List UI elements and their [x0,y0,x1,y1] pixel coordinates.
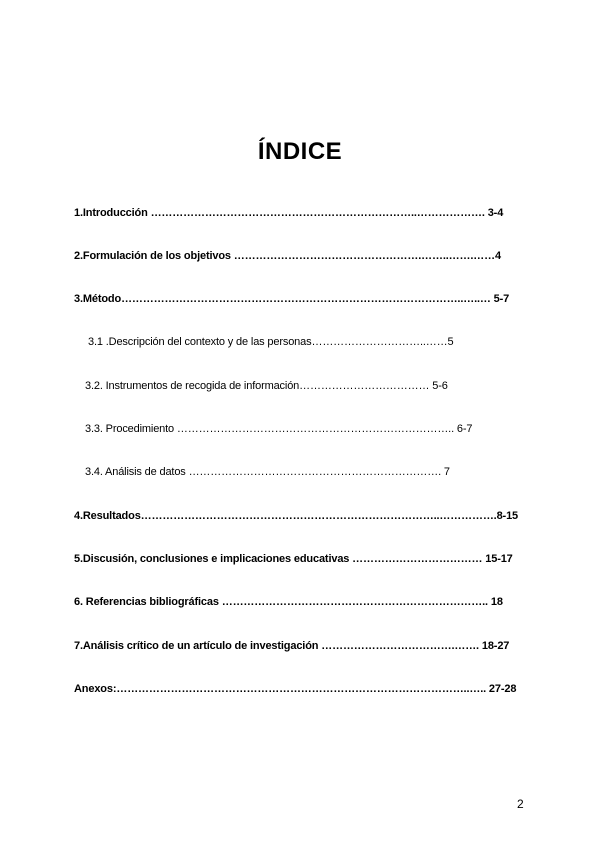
toc-subentry-descripcion-contexto: 3.1 .Descripción del contexto y de las personas…………………………..……5 [88,336,454,348]
toc-entry-discusion: 5.Discusión, conclusiones e implicaciones educativas ……………………………… 15-17 [74,553,513,565]
toc-entry-analisis-critico: 7.Análisis crítico de un artículo de investigación ……………………………….……. 18-27 [74,640,510,652]
toc-entry-metodo: 3.Método…………………………………………………………………………………..…..… 5-7 [74,293,510,305]
toc-subentry-instrumentos: 3.2. Instrumentos de recogida de información……………………………… 5-6 [85,380,448,392]
toc-entry-referencias: 6. Referencias bibliográficas ……………………………………………………………….. 18 [74,596,503,608]
page-number: 2 [517,797,524,811]
toc-entry-introduccion: 1.Introducción ………………………………………………………………..………………. 3-4 [74,207,504,219]
toc-entry-anexos: Anexos:……………………………………………………………………………………..….. 27-28 [74,683,517,695]
toc-entry-formulacion-objetivos: 2.Formulación de los objetivos …………………………………………….……..…….……4 [74,250,501,262]
toc-subentry-analisis-datos: 3.4. Análisis de datos ……………………………………………………………. 7 [85,466,450,478]
index-title: ÍNDICE [257,138,343,165]
toc-subentry-procedimiento: 3.3. Procedimiento ………………………………………………………………….. 6-7 [85,423,473,435]
toc-entry-resultados: 4.Resultados………………………………………………………………………..…………….8-15 [74,510,519,522]
